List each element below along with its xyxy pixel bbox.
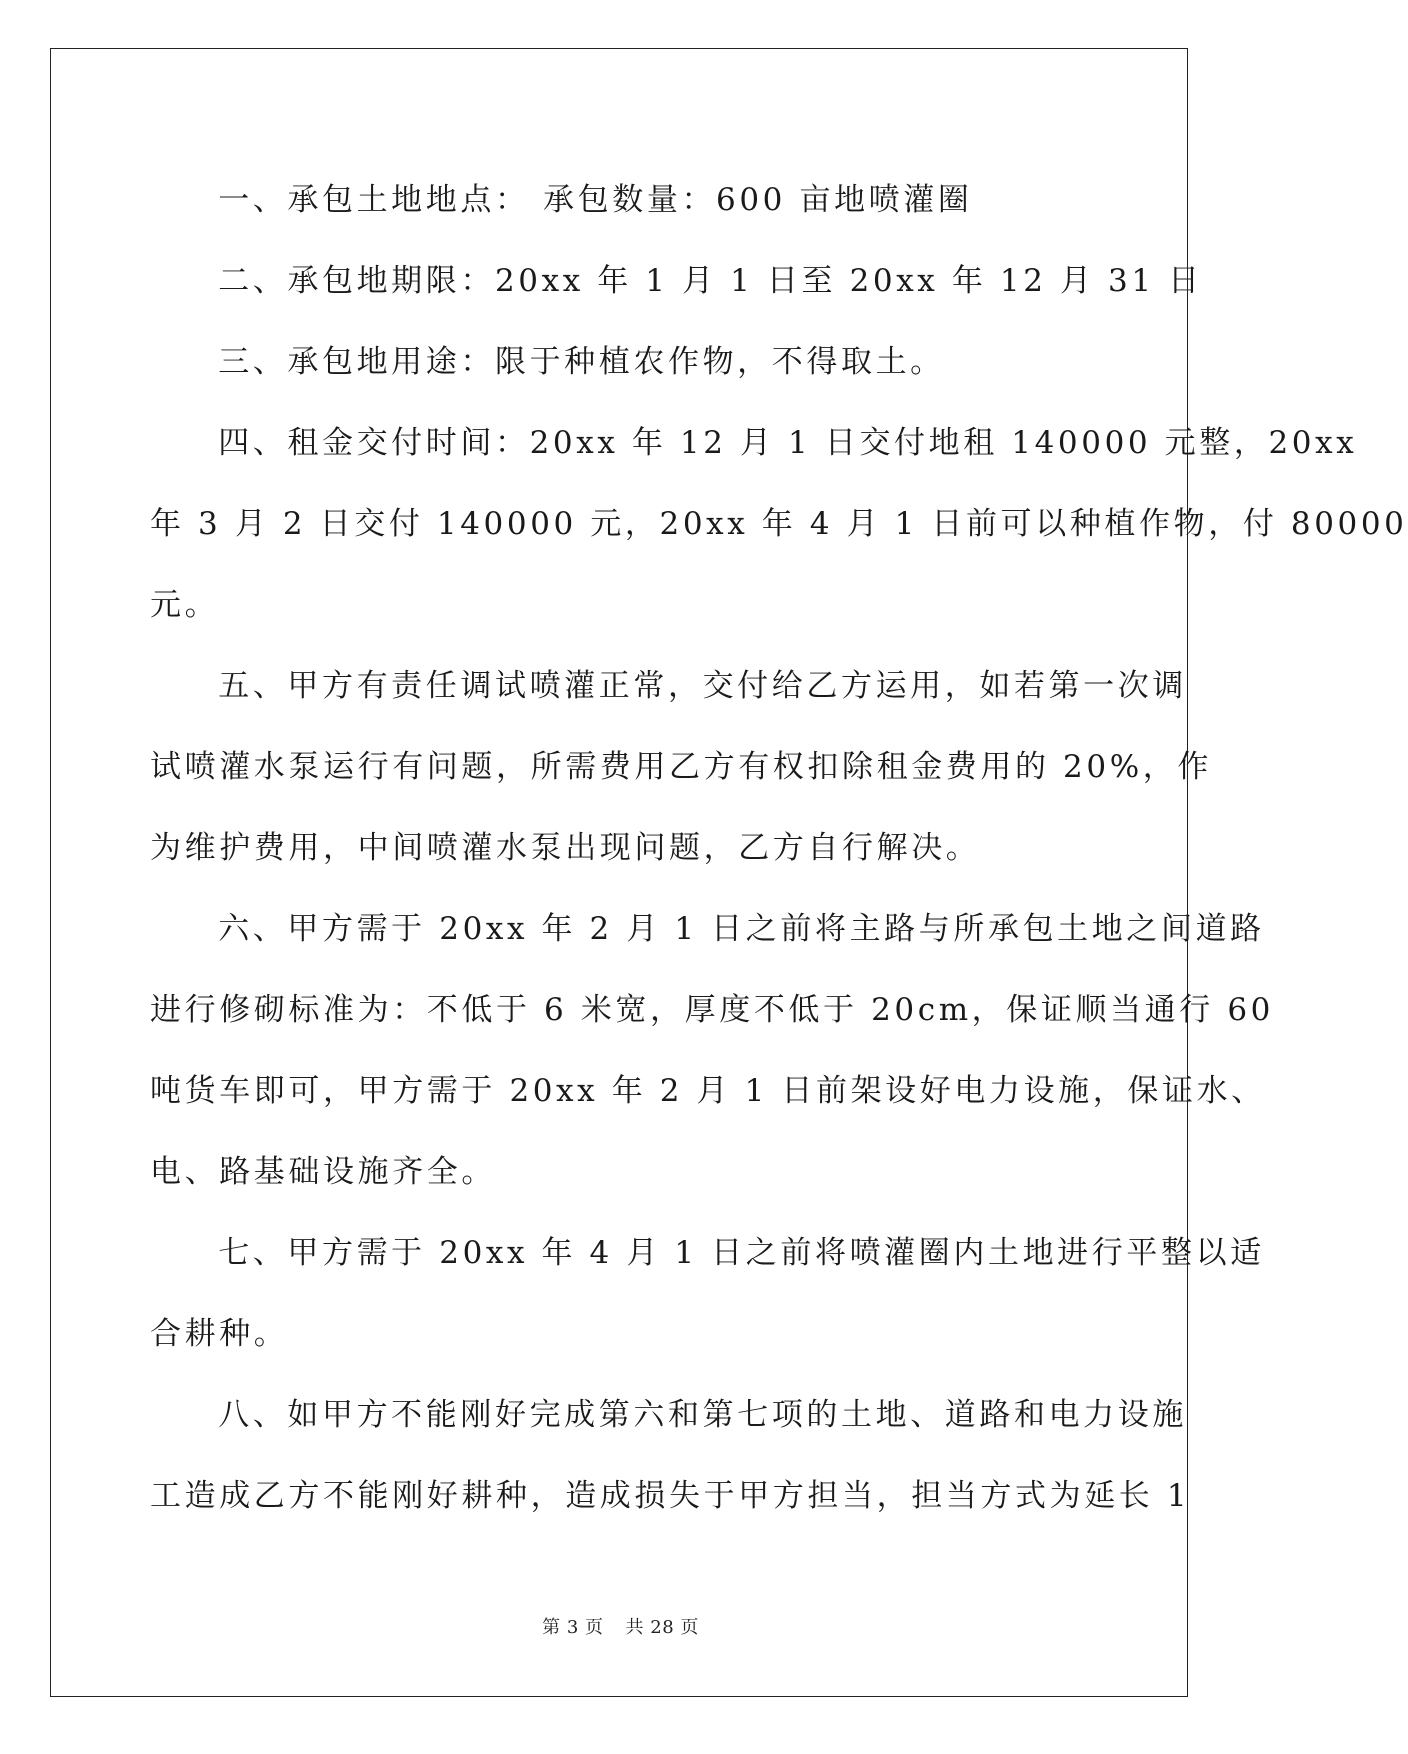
paragraph-7	[150, 1213, 1265, 1375]
paragraph-line: 工造成乙方不能刚好耕种，造成损失于甲方担当，担当方式为延长 1	[150, 1478, 1191, 1514]
page-number: 第 3 页	[542, 1617, 604, 1638]
paragraph-line: 一、承包土地地点： 承包数量：600 亩地喷灌圈	[218, 182, 973, 218]
paragraph-3	[150, 322, 1090, 403]
paragraph-6	[150, 889, 1274, 1213]
document-body	[150, 160, 1408, 1537]
paragraph-line: 四、租金交付时间：20xx 年 12 月 1 日交付地租 140000 元整，20xx	[218, 425, 1358, 461]
paragraph-line: 年 3 月 2 日交付 140000 元，20xx 年 4 月 1 日前可以种植作物，付 80000	[150, 506, 1408, 542]
paragraph-line: 吨货车即可，甲方需于 20xx 年 2 月 1 日前架设好电力设施，保证水、	[150, 1073, 1266, 1109]
paragraph-line: 试喷灌水泵运行有问题，所需费用乙方有权扣除租金费用的 20%，作	[150, 749, 1212, 785]
paragraph-line: 八、如甲方不能刚好完成第六和第七项的土地、道路和电力设施	[218, 1397, 1187, 1433]
paragraph-line: 为维护费用，中间喷灌水泵出现问题，乙方自行解决。	[150, 830, 981, 866]
paragraph-line: 三、承包地用途：限于种植农作物，不得取土。	[218, 344, 945, 380]
paragraph-line: 二、承包地期限：20xx 年 1 月 1 日至 20xx 年 12 月 31 日	[218, 263, 1203, 299]
paragraph-line: 五、甲方有责任调试喷灌正常，交付给乙方运用，如若第一次调	[218, 668, 1187, 704]
paragraph-line: 合耕种。	[150, 1316, 289, 1352]
paragraph-8	[150, 1375, 1191, 1537]
paragraph-line: 进行修砌标准为：不低于 6 米宽，厚度不低于 20cm，保证顺当通行 60	[150, 992, 1274, 1028]
paragraph-5	[150, 646, 1212, 889]
page-total: 共 28 页	[625, 1617, 699, 1638]
paragraph-line: 六、甲方需于 20xx 年 2 月 1 日之前将主路与所承包土地之间道路	[218, 911, 1265, 947]
paragraph-4	[150, 403, 1408, 646]
paragraph-2	[150, 241, 1203, 322]
paragraph-line: 元。	[150, 587, 220, 623]
paragraph-1	[150, 160, 1090, 241]
page-footer	[0, 1613, 1241, 1639]
paragraph-line: 电、路基础设施齐全。	[150, 1154, 496, 1190]
paragraph-line: 七、甲方需于 20xx 年 4 月 1 日之前将喷灌圈内土地进行平整以适	[218, 1235, 1265, 1271]
